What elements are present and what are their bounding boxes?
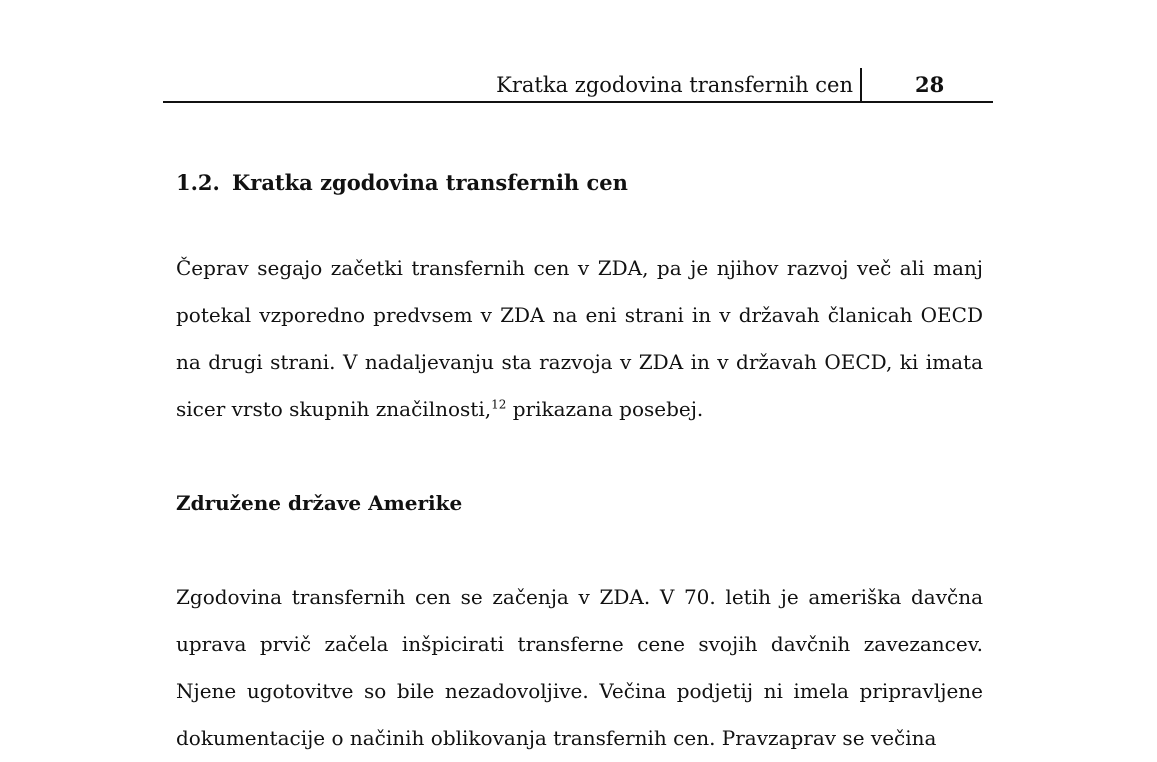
running-header <box>163 68 993 103</box>
paragraph-intro-text-end: prikazana posebej. <box>506 397 704 421</box>
paragraph-intro-text: Čeprav segajo začetki transfernih cen v ZDA, pa je njihov razvoj več ali manj potekal vzporedno predvsem v ZDA na eni strani in v državah članicah OECD na drugi strani. V nadaljevanju sta razvoja v ZDA in v državah OECD, ki imata sicer vrsto skupnih značilnosti, <box>176 256 983 421</box>
section-title: Kratka zgodovina transfernih cen <box>232 170 628 195</box>
section-heading <box>176 168 628 198</box>
section-number: 1.2. <box>176 170 220 195</box>
page-number: 28 <box>915 72 945 97</box>
running-title: Kratka zgodovina transfernih cen <box>496 73 853 97</box>
subsection-heading: Združene države Amerike <box>176 491 463 515</box>
header-separator <box>860 68 862 101</box>
footnote-reference[interactable]: 12 <box>491 397 507 412</box>
paragraph-intro <box>176 245 983 433</box>
paragraph-usa-history: Zgodovina transfernih cen se začenja v ZDA. V 70. letih je ameriška davčna uprava prvič začela inšpicirati transferne cene svojih davčnih zavezancev. Njene ugotovitve so bile nezadovoljive. Večina podjetij ni imela pripravljene dokumentacije o načinih oblikovanja transfernih cen. Pravzaprav se večina <box>176 585 983 750</box>
